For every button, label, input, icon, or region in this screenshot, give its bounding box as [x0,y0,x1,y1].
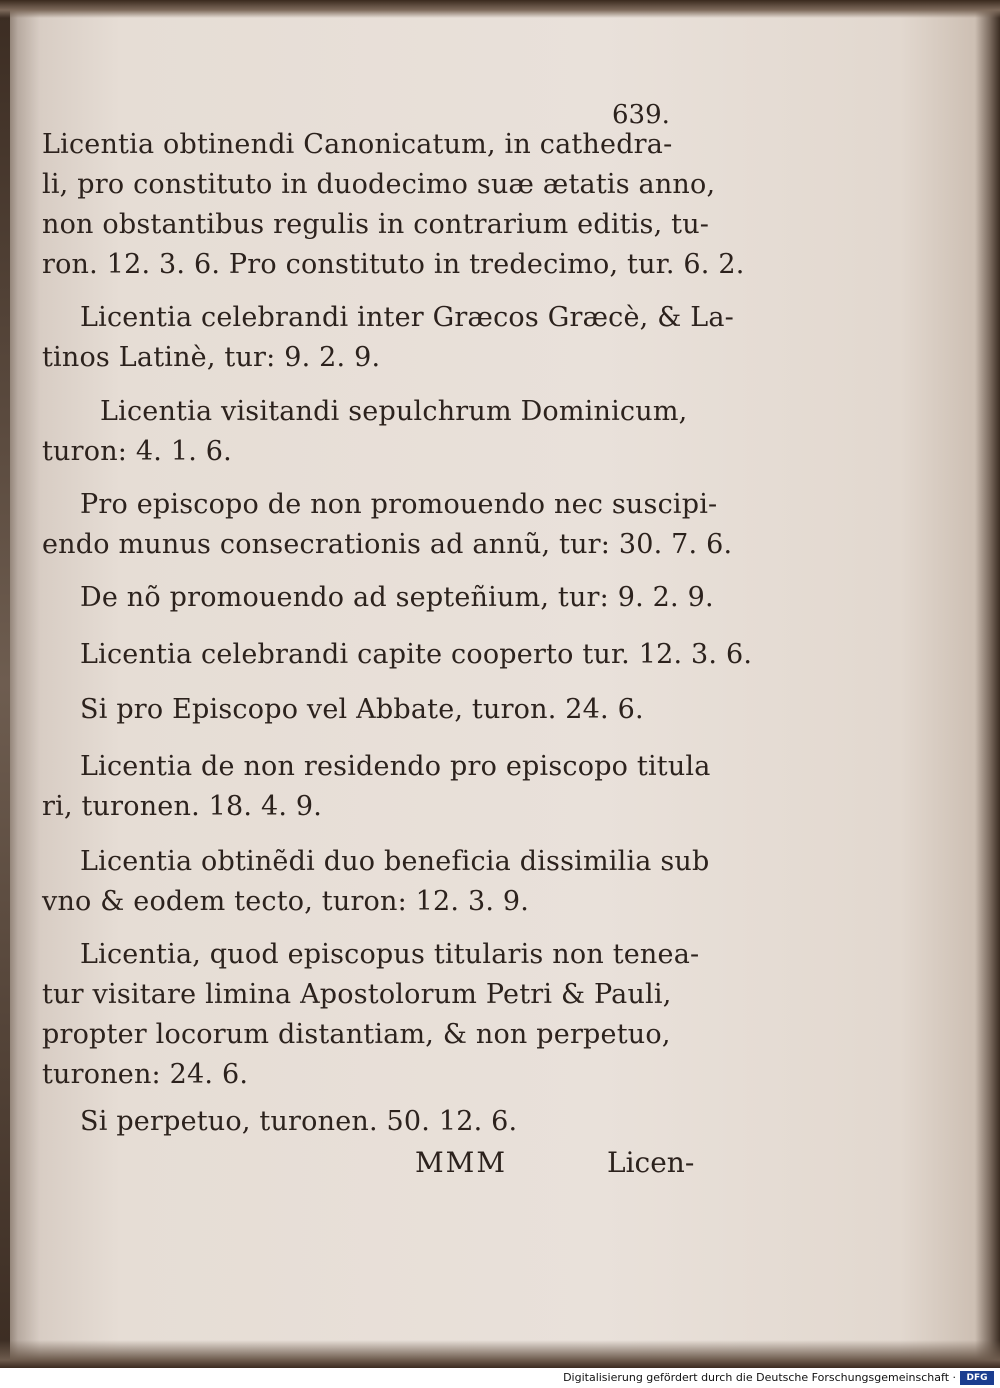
text-line: Licentia celebrandi inter Græcos Græcè, & La- [80,302,735,333]
text-line: tinos Latinè, tur: 9. 2. 9. [42,342,381,373]
paragraph-10 [42,935,732,1095]
text-line: Si perpetuo, turonen. 50. 12. 6. [80,1106,518,1137]
paragraph-8 [42,747,732,827]
text-line: De nõ promouendo ad septeñium, tur: 9. 2. 9. [80,582,714,613]
text-line: propter locorum distantiam, & non perpetuo, [42,1019,671,1050]
dfg-logo-icon: DFG [960,1371,994,1385]
text-line: Licentia visitandi sepulchrum Dominicum, [100,396,688,427]
text-line: Licentia obtinendi Canonicatum, in cathedra- [42,129,673,160]
paragraph-4 [42,485,732,565]
paragraph-3 [42,392,732,472]
text-line: li, pro constituto in duodecimo suæ ætatis anno, [42,169,716,200]
page-top-edge [0,0,1000,18]
text-line: non obstantibus regulis in contrarium editis, tu- [42,209,710,240]
text-line: ri, turonen. 18. 4. 9. [42,791,323,822]
text-line: tur visitare limina Apostolorum Petri & Pauli, [42,979,672,1010]
text-line: Licentia, quod episcopus titularis non tenea- [80,939,700,970]
digitization-footer [0,1368,1000,1388]
text-line: turon: 4. 1. 6. [42,436,232,467]
text-line: vno & eodem tecto, turon: 12. 3. 9. [42,886,530,917]
signature-mark: MMM [415,1146,508,1179]
page-bottom-edge [0,1340,1000,1368]
text-line: turonen: 24. 6. [42,1059,249,1090]
paragraph-6 [42,635,753,675]
text-line: ron. 12. 3. 6. Pro constituto in tredecimo, tur. 6. 2. [42,249,745,280]
paragraph-11 [42,1102,732,1142]
catchword: Licen- [607,1146,695,1179]
text-line: Licentia de non residendo pro episcopo titula [80,751,711,782]
page-number: 639. [612,100,670,130]
footer-credit: Digitalisierung gefördert durch die Deutsche Forschungsgemeinschaft · [563,1371,956,1384]
paragraph-1 [42,125,745,285]
paragraph-2 [42,298,735,378]
text-line: endo munus consecrationis ad annũ, tur: 30. 7. 6. [42,529,733,560]
text-line: Si pro Episcopo vel Abbate, turon. 24. 6. [80,694,644,725]
text-line: Licentia celebrandi capite cooperto tur. 12. 3. 6. [80,639,753,670]
page-binding-edge [0,0,10,1368]
text-line: Licentia obtinẽdi duo beneficia dissimilia sub [80,846,710,877]
text-line: Pro episcopo de non promouendo nec suscipi- [80,489,718,520]
paragraph-9 [42,842,732,922]
paragraph-5 [42,578,732,618]
paragraph-7 [42,690,732,730]
